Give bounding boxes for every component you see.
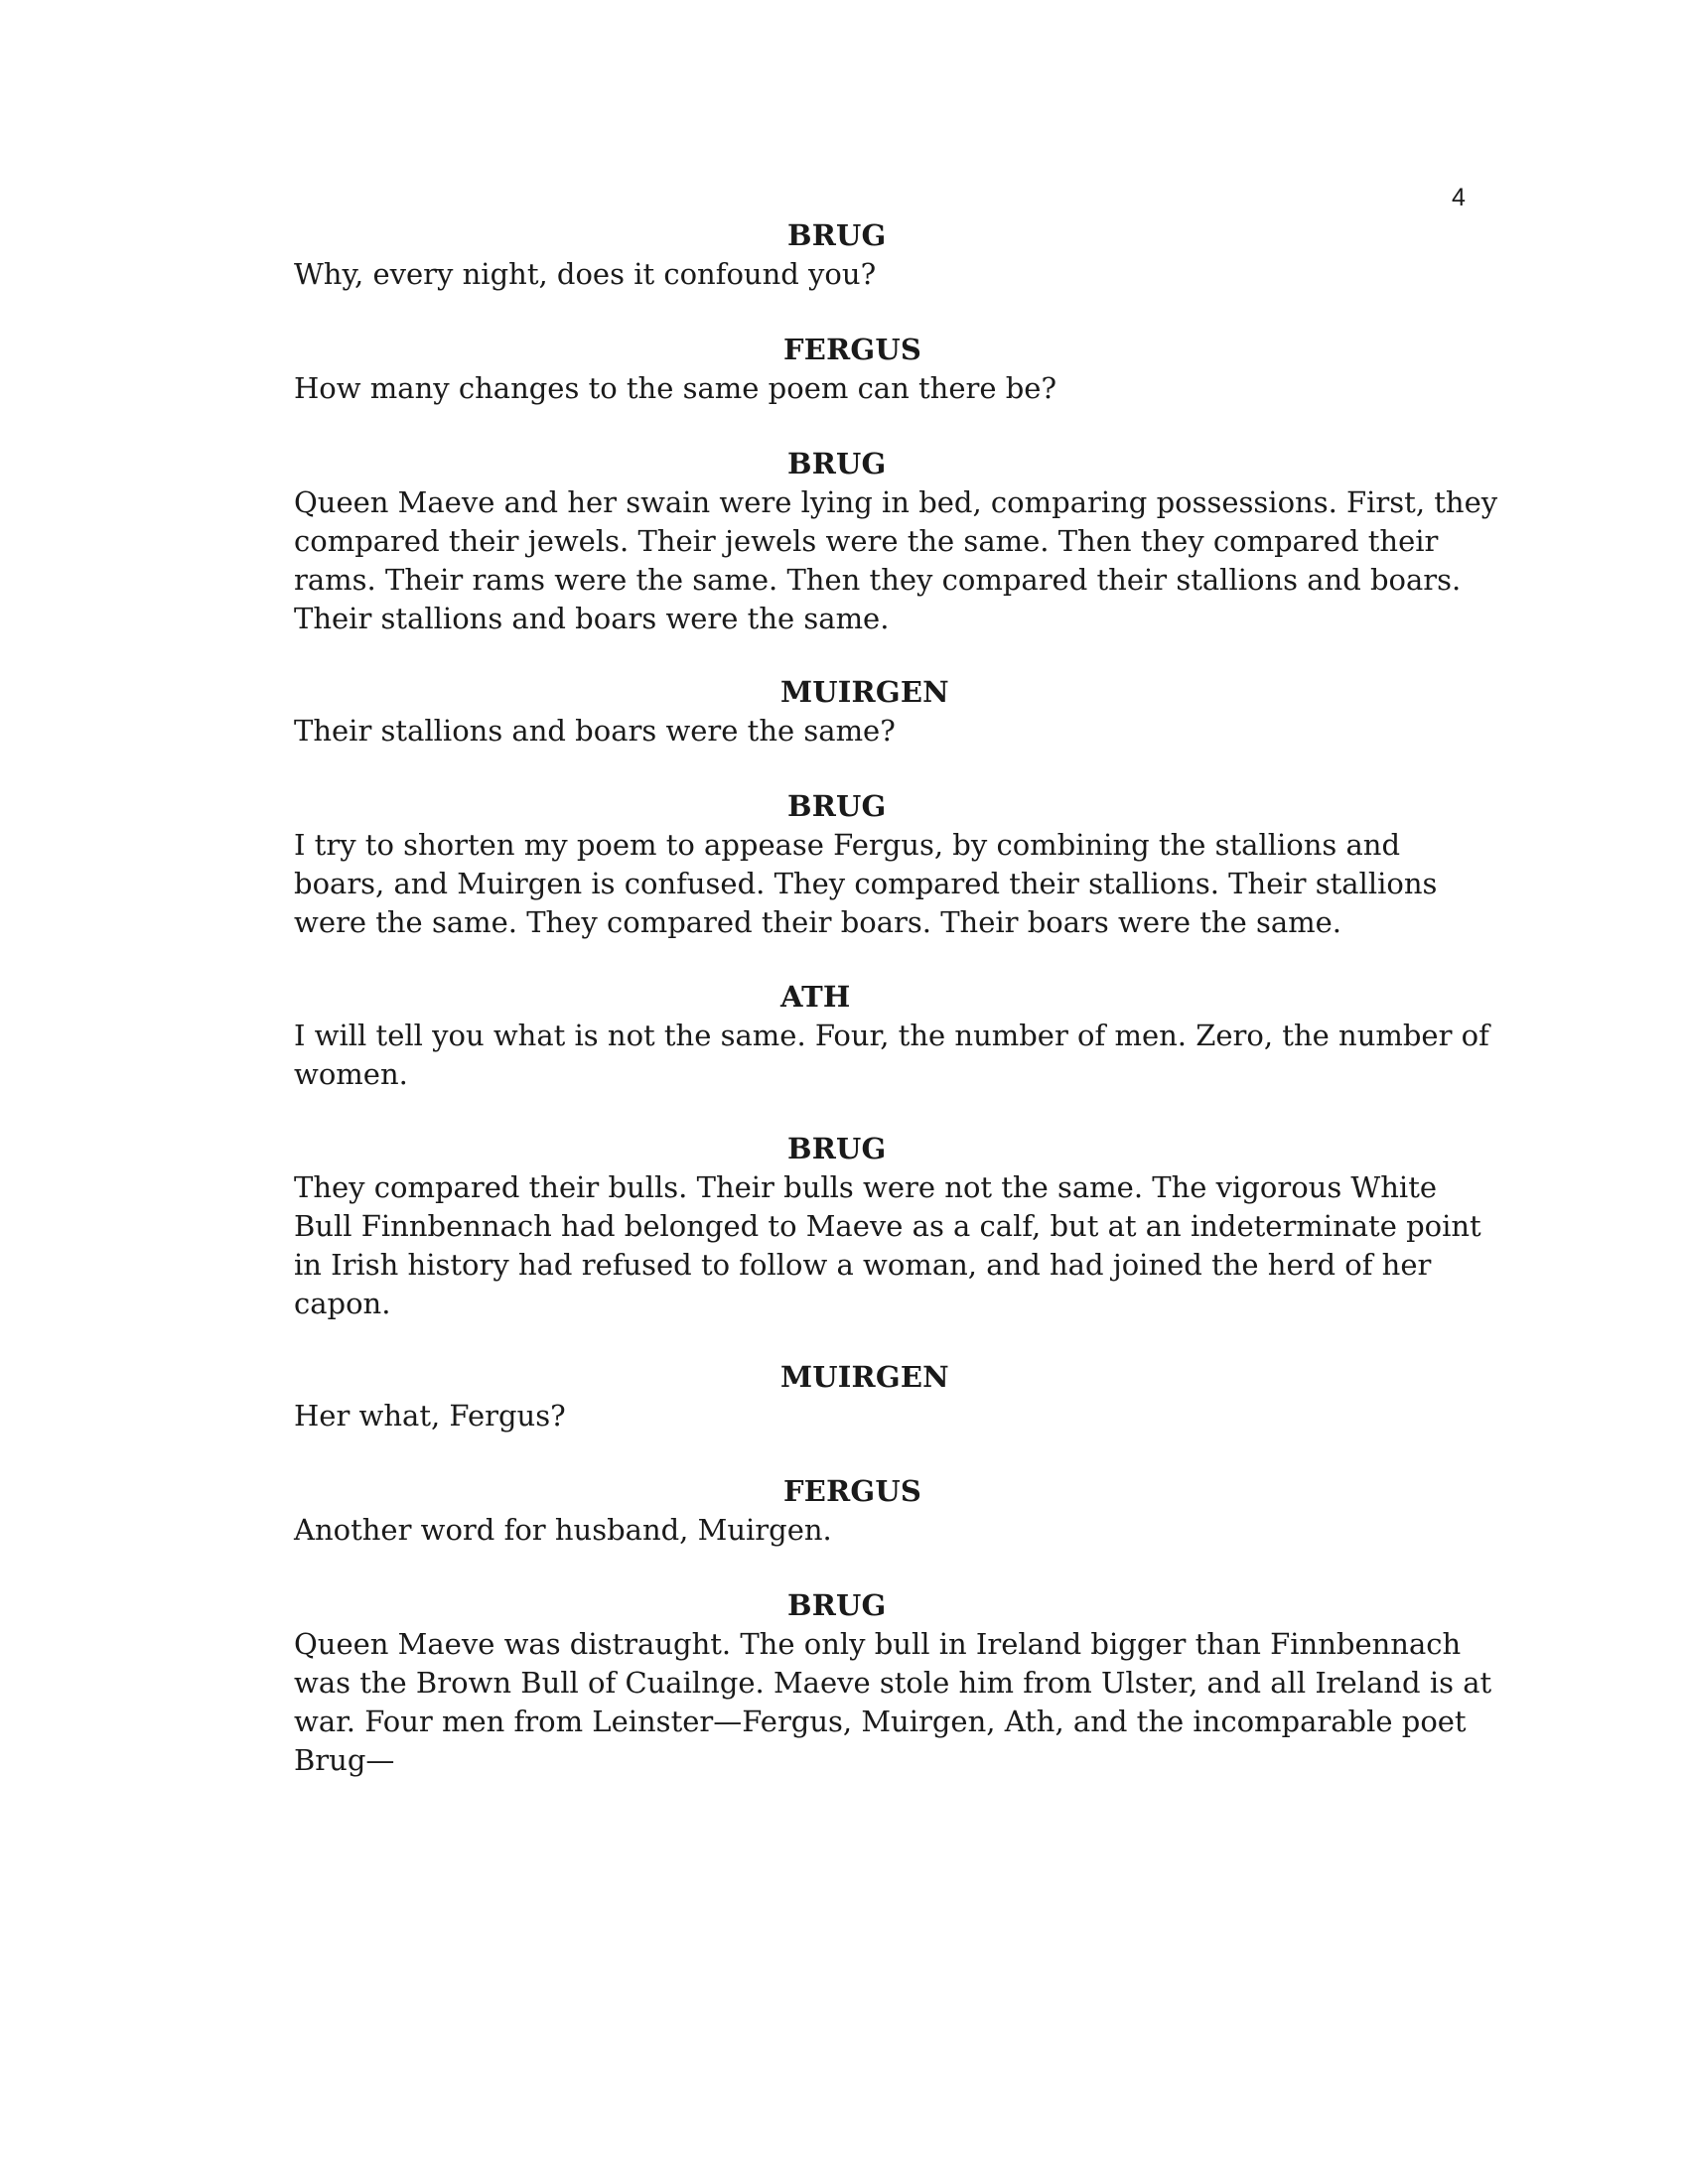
dialogue-block (294, 445, 1498, 638)
dialogue-line: Another word for husband, Muirgen. (294, 1513, 832, 1547)
dialogue-block (294, 216, 1485, 294)
dialogue-line: They compared their bulls. Their bulls were not the same. The vigorous White (294, 1170, 1438, 1204)
dialogue-line: compared their jewels. Their jewels were the same. Then they compared their (294, 524, 1439, 558)
dialogue-line: Their stallions and boars were the same? (294, 714, 896, 748)
dialogue-line: were the same. They compared their boars. Their boars were the same. (294, 905, 1342, 939)
dialogue-block (294, 1472, 1485, 1550)
dialogue-block (294, 1586, 1492, 1780)
dialogue-line: was the Brown Bull of Cuailnge. Maeve stole him from Ulster, and all Ireland is at (294, 1666, 1492, 1700)
speaker-name: ATH (780, 980, 851, 1014)
page-number: 4 (1452, 184, 1466, 211)
speaker-name: FERGUS (783, 1474, 921, 1508)
dialogue-block (294, 978, 1489, 1094)
dialogue-line: Bull Finnbennach had belonged to Maeve as a calf, but at an indeterminate point (294, 1209, 1481, 1243)
dialogue-line: war. Four men from Leinster—Fergus, Muirgen, Ath, and the incomparable poet (294, 1705, 1467, 1738)
dialogue-line: How many changes to the same poem can there be? (294, 371, 1057, 405)
speaker-name: FERGUS (783, 333, 921, 366)
dialogue-line: Queen Maeve and her swain were lying in bed, comparing possessions. First, they (294, 485, 1498, 519)
speaker-name: MUIRGEN (780, 1360, 949, 1394)
dialogue-line: Queen Maeve was distraught. The only bull in Ireland bigger than Finnbennach (294, 1627, 1462, 1661)
dialogue-line: Their stallions and boars were the same. (294, 602, 890, 635)
dialogue-line: Why, every night, does it confound you? (294, 257, 877, 291)
dialogue-line: rams. Their rams were the same. Then they compared their stallions and boars. (294, 563, 1462, 597)
speaker-name: BRUG (787, 1132, 887, 1165)
speaker-name: BRUG (787, 789, 887, 823)
dialogue-line: Her what, Fergus? (294, 1399, 566, 1433)
dialogue-block (294, 1358, 1485, 1435)
dialogue-line: boars, and Muirgen is confused. They compared their stallions. Their stallions (294, 867, 1438, 900)
speaker-name: BRUG (787, 447, 887, 480)
dialogue-line: capon. (294, 1287, 391, 1320)
dialogue-line: Brug— (294, 1743, 395, 1777)
dialogue-block (294, 331, 1485, 408)
speaker-name: BRUG (787, 218, 887, 252)
speaker-name: BRUG (787, 1588, 887, 1622)
dialogue-line: women. (294, 1057, 408, 1091)
dialogue-block (294, 673, 1485, 751)
dialogue-block (294, 787, 1485, 942)
dialogue-line: I try to shorten my poem to appease Fergus, by combining the stallions and (294, 828, 1401, 862)
speaker-name: MUIRGEN (780, 675, 949, 709)
dialogue-line: in Irish history had refused to follow a woman, and had joined the herd of her (294, 1248, 1432, 1282)
dialogue-line: I will tell you what is not the same. Four, the number of men. Zero, the number of (294, 1019, 1489, 1052)
dialogue-block (294, 1130, 1485, 1323)
